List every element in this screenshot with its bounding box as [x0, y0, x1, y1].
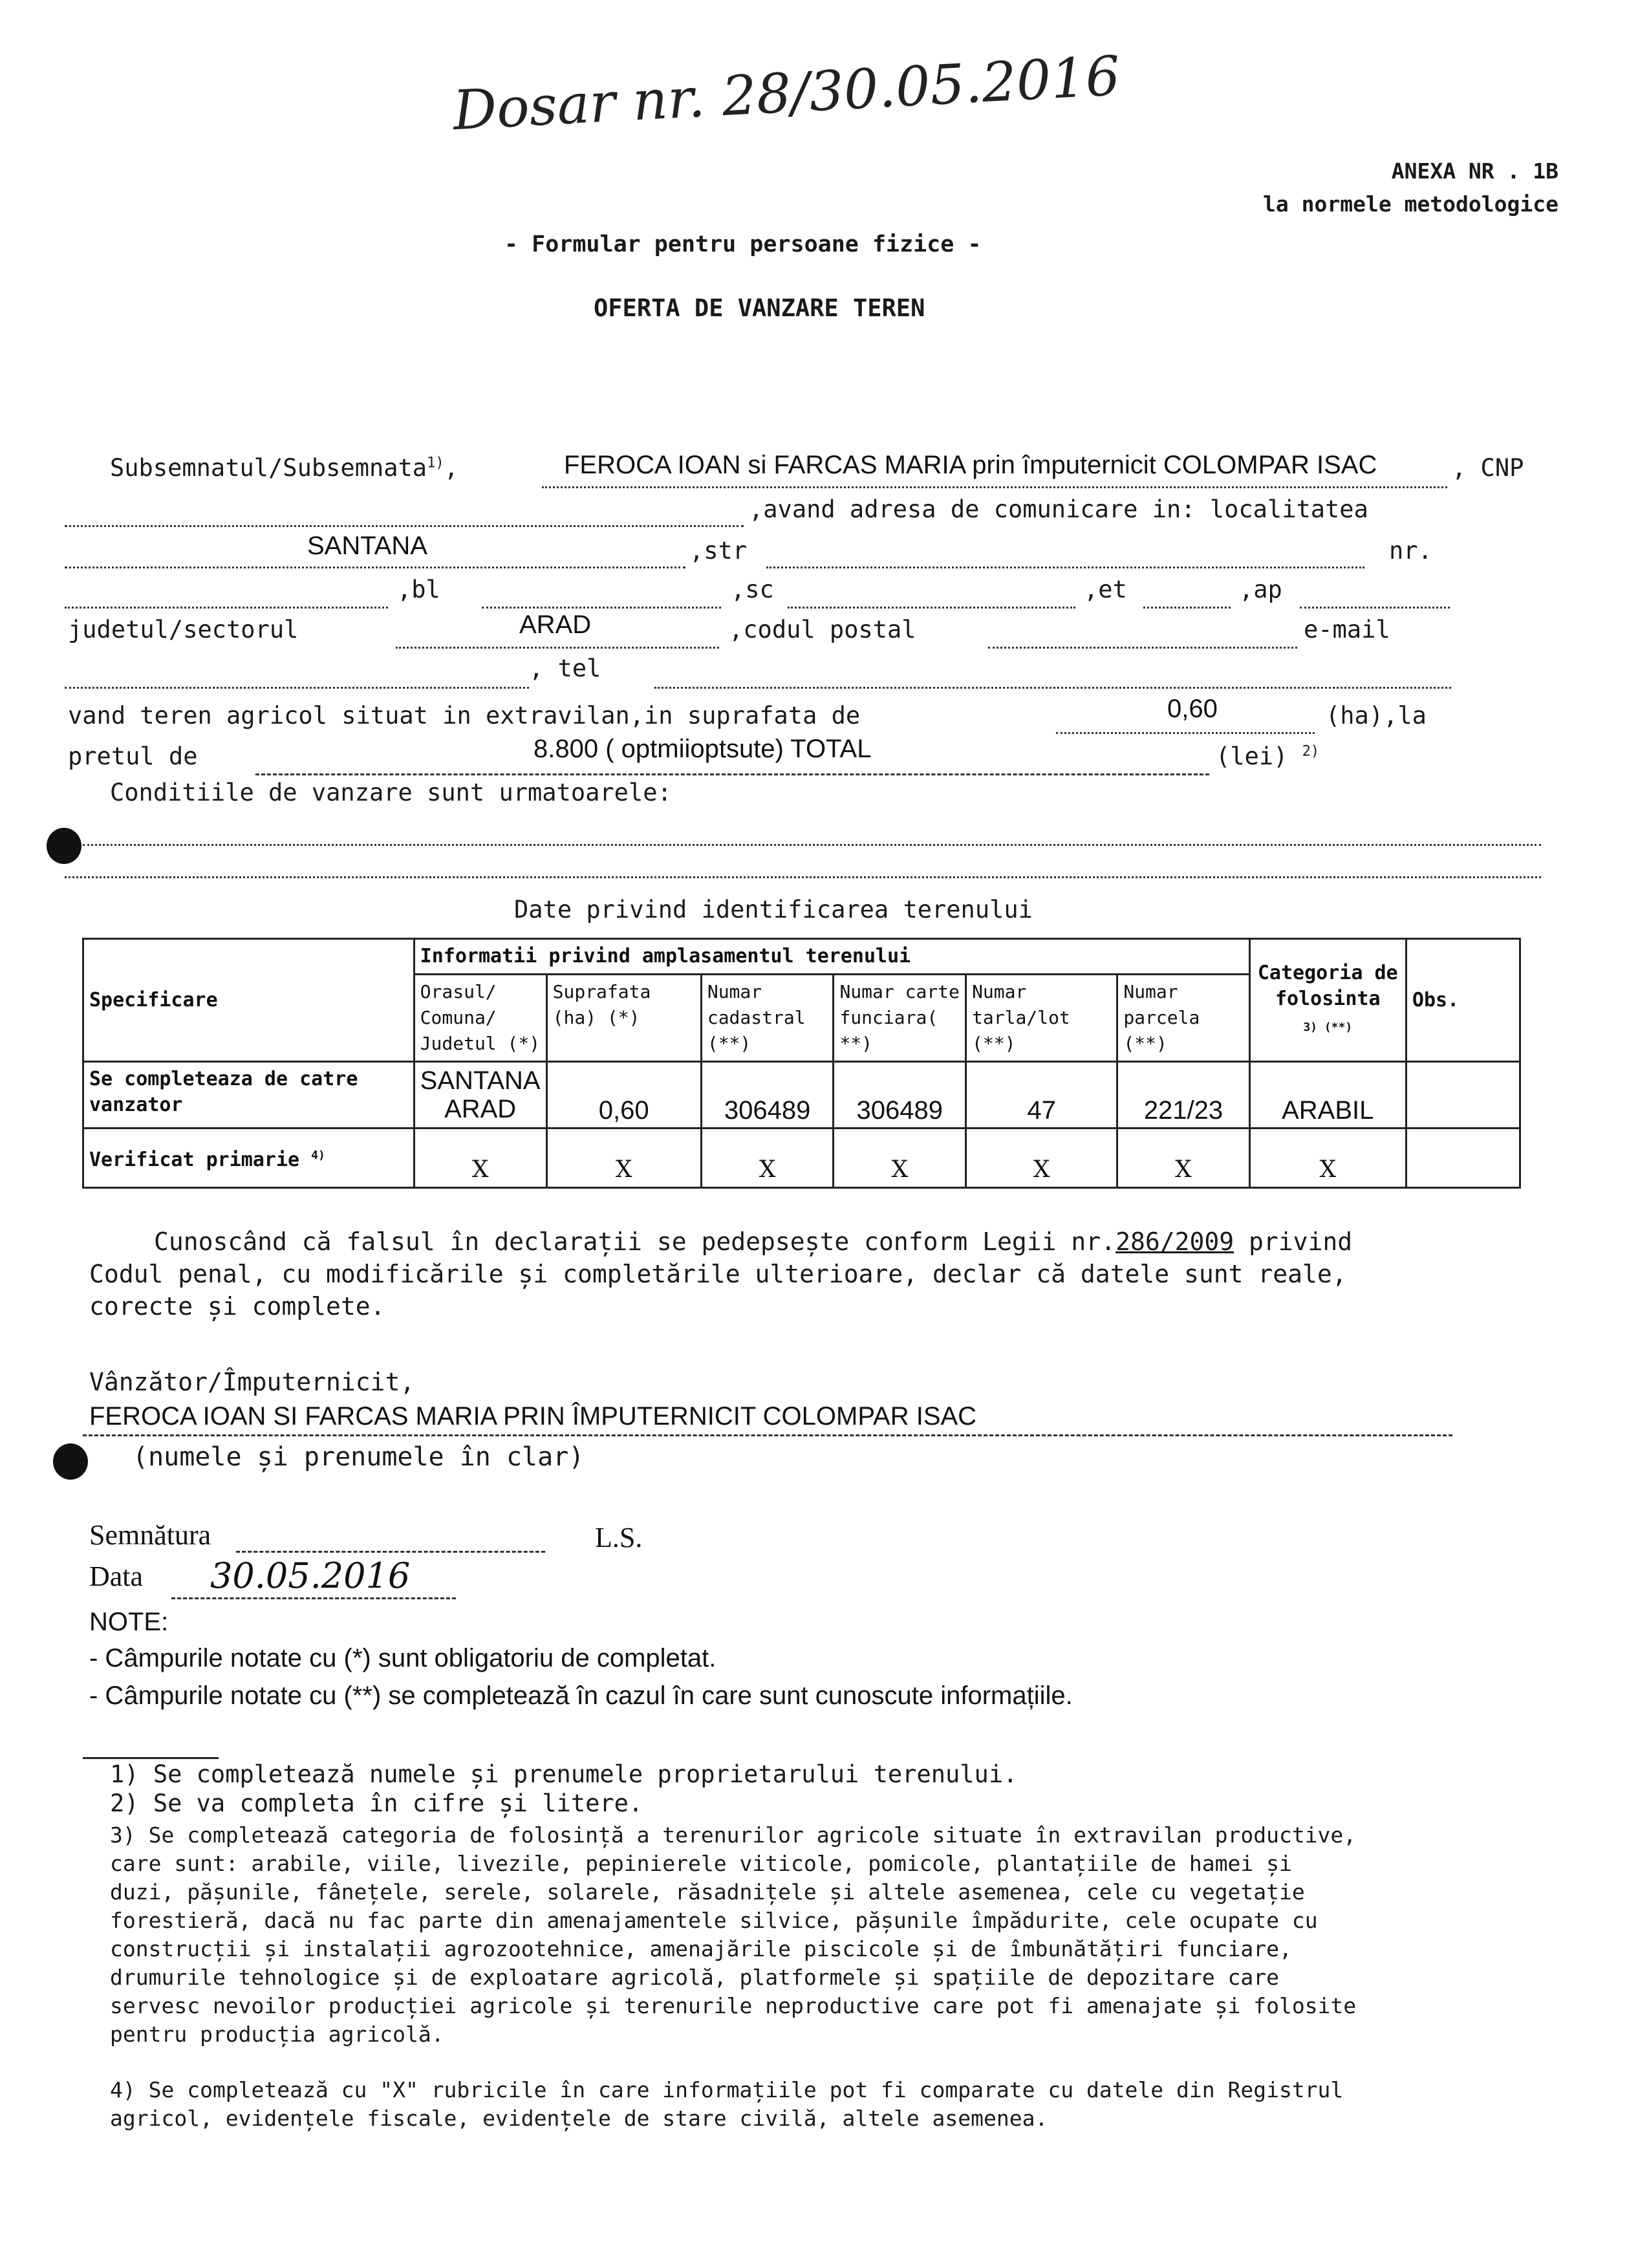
footnote-3-line-8: pentru producția agricolă. [110, 2022, 444, 2047]
street-label: ,str [689, 537, 748, 565]
col-parcela: Numar parcela (**) [1117, 975, 1249, 1062]
price-unit: (lei) $^{2)}$ [1216, 742, 1320, 770]
punch-hole-mark-2 [53, 1443, 88, 1480]
footnote-2: 2) Se va completa în cifre și litere. [110, 1789, 643, 1817]
row-label-verified: Verificat primarie $^{4)}$ [83, 1129, 415, 1188]
footnote-3-line-7: servesc nevoilor producției agricole și terenurile neproductive care pot fi amenajate și folosite [110, 1993, 1357, 2018]
footnote-3-line-2: care sunt: arabile, viile, livezile, pepinierele viticole, pomicole, plantațiile de hamei și [110, 1851, 1292, 1876]
table-caption: Date privind identificarea terenului [514, 896, 1033, 923]
declaration-line-2: Codul penal, cu modificările și completările ulterioare, declar că datele sunt reale, [89, 1260, 1347, 1288]
apartment-label: ,ap [1239, 576, 1282, 603]
cell-obs-verified[interactable] [1406, 1129, 1520, 1188]
seller-name-value[interactable]: FEROCA IOAN si FARCAS MARIA prin împuternicit COLOMPAR ISAC [564, 451, 1377, 479]
table-row-verified [83, 1129, 1520, 1188]
punch-hole-mark [47, 828, 81, 864]
col-suprafata: Suprafata (ha) (*) [546, 975, 701, 1062]
footnote-1: 1) Se completează numele și prenumele proprietarului terenului. [110, 1760, 1018, 1788]
conditions-label: Conditiile de vanzare sunt urmatoarele: [110, 779, 672, 806]
check-mark-suprafata[interactable]: X [546, 1129, 701, 1188]
cell-carte-funciara[interactable]: 306489 [834, 1062, 966, 1129]
col-tarla-lot: Numar tarla/lot (**) [966, 975, 1117, 1062]
check-mark-categoria[interactable]: X [1249, 1129, 1406, 1188]
declaration-line-3: corecte și complete. [89, 1292, 385, 1321]
conditions-line-2 [65, 876, 1541, 878]
check-mark-tarla[interactable]: X [966, 1129, 1117, 1188]
floor-label: ,et [1084, 576, 1127, 603]
check-mark-parcela[interactable]: X [1117, 1129, 1249, 1188]
seal-label: L.S. [595, 1522, 643, 1553]
postal-code-line [988, 647, 1297, 649]
check-mark-cadastral[interactable]: X [701, 1129, 834, 1188]
check-mark-locality[interactable]: X [414, 1129, 546, 1188]
footnote-3-line-6: drumurile tehnologice și de exploatare agricolă, platformele și spațiile de depozitare care [110, 1965, 1279, 1990]
staircase-label: ,sc [731, 576, 774, 603]
check-mark-carte-funciara[interactable]: X [834, 1129, 966, 1188]
offer-sentence: vand teren agricol situat in extravilan,in suprafata de [68, 702, 861, 729]
footnote-3-line-4: forestieră, dacă nu fac parte din amenajamentele silvice, pășunile împădurite, cele ocupate cu [110, 1908, 1318, 1933]
subsemnatul-label: Subsemnatul/Subsemnata$^{1)}$, [110, 454, 458, 482]
date-line [171, 1597, 456, 1599]
area-unit: (ha),la [1326, 702, 1427, 729]
footnote-3-line-1: 3) Se completează categoria de folosință a terenurilor agricole situate în extravilan productive, [110, 1822, 1357, 1848]
notes-line-1: - Câmpurile notate cu (*) sunt obligatoriu de completat. [89, 1644, 717, 1672]
area-value[interactable]: 0,60 [1167, 695, 1218, 723]
declaration-line-1: Cunoscând că falsul în declarații se pedepsește conform Legii nr.286/2009 privind [154, 1227, 1353, 1256]
county-label: judetul/sectorul [68, 616, 299, 643]
annex-subtitle: la normele metodologice [1263, 191, 1558, 217]
cell-parcela[interactable]: 221/23 [1117, 1062, 1249, 1129]
col-obs: Obs. [1406, 939, 1520, 1062]
email-line [65, 687, 529, 689]
phone-label: , tel [529, 654, 601, 682]
county-line [396, 647, 719, 649]
signer-name[interactable]: FEROCA IOAN SI FARCAS MARIA PRIN ÎMPUTERNICIT COLOMPAR ISAC [89, 1402, 977, 1431]
apartment-line [1300, 607, 1450, 609]
area-line [1056, 732, 1315, 734]
cnp-line [65, 525, 744, 527]
localitatea-line [65, 567, 685, 568]
handwritten-file-reference: Dosar nr. 28/30.05.2016 [451, 44, 1122, 142]
col-specificare: Specificare [83, 939, 415, 1062]
cell-locality[interactable]: SANTANA ARAD [414, 1062, 546, 1129]
email-label: e-mail [1304, 616, 1390, 643]
number-line [65, 607, 388, 609]
street-line [766, 567, 1364, 568]
table-row-seller [83, 1062, 1520, 1129]
footnote-4-line-1: 4) Se completează cu "X" rubricile în care informațiile pot fi comparate cu datele din Registrul [110, 2077, 1344, 2102]
cell-suprafata[interactable]: 0,60 [546, 1062, 701, 1129]
footnote-rule [83, 1757, 219, 1759]
block-line [482, 607, 721, 609]
signer-name-hint: (numele și prenumele în clar) [133, 1442, 585, 1472]
price-value[interactable]: 8.800 ( optmiioptsute) TOTAL [534, 735, 872, 763]
postal-code-label: ,codul postal [729, 616, 916, 643]
col-cadastral: Numar cadastral (**) [701, 975, 834, 1062]
cell-tarla[interactable]: 47 [966, 1062, 1117, 1129]
price-label: pretul de [68, 742, 198, 770]
price-line [255, 773, 1209, 775]
signature-line[interactable] [236, 1551, 545, 1553]
notes-line-2: - Câmpurile notate cu (**) se completează în cazul în care sunt cunoscute informațiile. [89, 1681, 1073, 1710]
col-categoria-folosinta: Categoria de folosinta 3) (**) [1249, 939, 1406, 1062]
row-label-seller: Se completeaza de catre vanzator [83, 1062, 415, 1129]
col-locality: Orasul/ Comuna/ Judetul (*) [414, 975, 546, 1062]
county-value[interactable]: ARAD [519, 610, 592, 639]
staircase-line [788, 607, 1075, 609]
date-label: Data [89, 1561, 144, 1592]
signature-label: Semnătura [89, 1519, 211, 1551]
block-label: ,bl [397, 576, 440, 603]
seller-name-line [542, 486, 1447, 488]
form-type: - Formular pentru persoane fizice - [504, 232, 982, 257]
date-value[interactable]: 30.05.2016 [210, 1555, 411, 1596]
cell-obs[interactable] [1406, 1062, 1520, 1129]
footnote-3-line-3: duzi, pășunile, fânețele, serele, solarele, răsadnițele și altele asemenea, cele cu vegetație [110, 1879, 1305, 1905]
notes-title: NOTE: [89, 1608, 169, 1636]
col-group-location-info: Informatii privind amplasamentul terenului [414, 939, 1249, 975]
address-label: ,avand adresa de comunicare in: localitatea [749, 495, 1368, 523]
floor-line [1143, 607, 1231, 609]
conditions-line-1 [83, 844, 1541, 846]
footnote-4-line-2: agricol, evidențele fiscale, evidențele de stare civilă, altele asemenea. [110, 2106, 1048, 2131]
col-carte-funciara: Numar carte funciara( **) [834, 975, 966, 1062]
phone-line [654, 687, 1451, 689]
cnp-label: , CNP [1452, 454, 1524, 482]
table-header-row [83, 939, 1520, 975]
signer-label: Vânzător/Împuternicit, [89, 1368, 415, 1396]
annex-number: ANEXA NR . 1B [1391, 158, 1558, 184]
cell-cadastral[interactable]: 306489 [701, 1062, 834, 1129]
land-identification-table [82, 938, 1521, 1189]
localitatea-value[interactable]: SANTANA [307, 532, 427, 560]
number-label: nr. [1389, 537, 1432, 565]
signer-name-line [83, 1434, 1452, 1436]
page-title: OFERTA DE VANZARE TEREN [594, 294, 925, 322]
cell-categoria[interactable]: ARABIL [1249, 1062, 1406, 1129]
footnote-3-line-5: construcții și instalații agrozootehnice, amenajările piscicole și de îmbunătățiri funciare, [110, 1936, 1292, 1961]
